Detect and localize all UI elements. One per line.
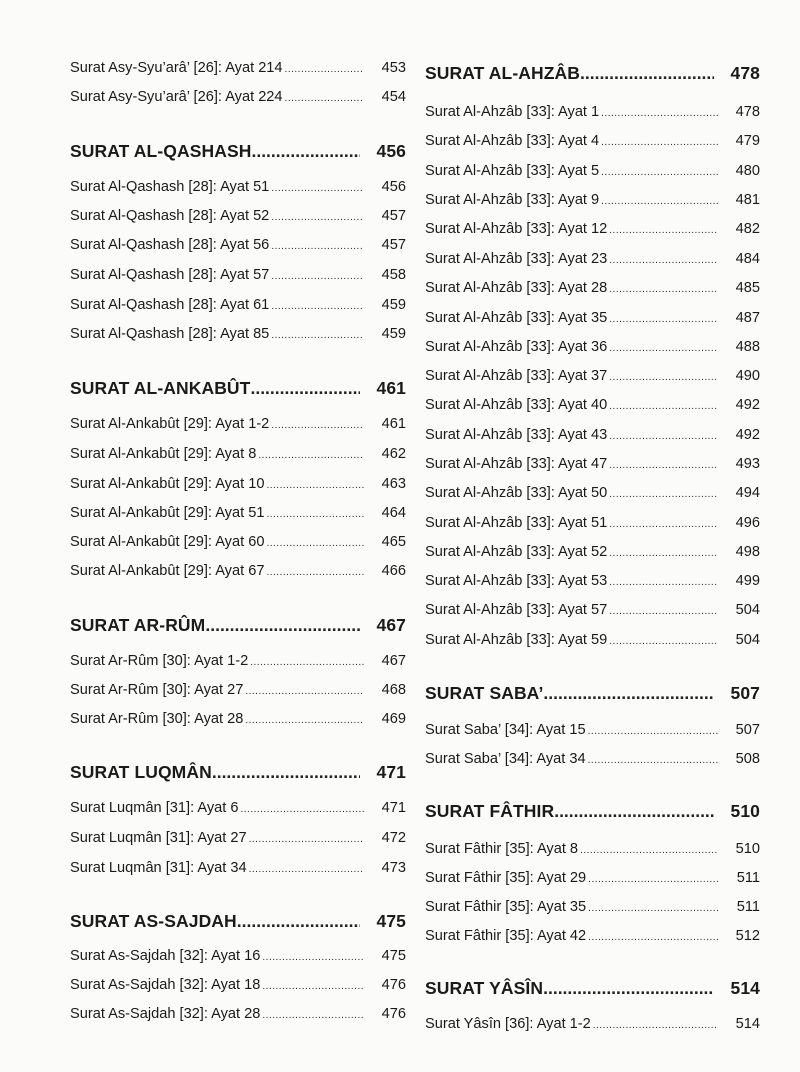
entry-title: Surat Ar-Rûm [30]: Ayat 1-2: [70, 653, 249, 669]
section-title: SURAT AL-ANKABÛT: [70, 378, 251, 398]
entry-page-number: 471: [381, 800, 406, 816]
entry-title: Surat Al-Ahzâb [33]: Ayat 28: [425, 280, 608, 296]
entry-page-number: 493: [735, 456, 760, 472]
entry-title: Surat Al-Ahzâb [33]: Ayat 9: [425, 192, 600, 208]
toc-entry: [70, 297, 406, 313]
dot-leader: [250, 378, 360, 399]
toc-entry: [70, 267, 406, 283]
toc-entry: [425, 221, 760, 237]
entry-title: Surat Ar-Rûm [30]: Ayat 28: [70, 711, 244, 727]
dot-leader: [271, 301, 364, 312]
entry-page-number: 511: [736, 870, 760, 886]
entry-page-number: 504: [735, 632, 760, 648]
toc-entry: [425, 899, 760, 915]
entry-title: Surat Al-Ahzâb [33]: Ayat 1: [425, 104, 600, 120]
toc-entry: [425, 368, 760, 384]
entry-title: Surat Asy-Syu’arâ’ [26]: Ayat 224: [70, 89, 283, 105]
dot-leader: [245, 715, 364, 726]
toc-entry: [425, 928, 760, 944]
entry-page-number: 492: [735, 427, 760, 443]
dot-leader: [609, 343, 718, 354]
dot-leader: [601, 137, 718, 148]
section-heading: [70, 911, 406, 932]
entry-title: Surat Al-Ahzâb [33]: Ayat 12: [425, 221, 608, 237]
dot-leader: [588, 755, 718, 766]
toc-entry: [70, 830, 406, 846]
entry-title: Surat Al-Qashash [28]: Ayat 51: [70, 179, 270, 195]
section-page-number: 461: [376, 378, 406, 398]
entry-title: Surat Al-Ahzâb [33]: Ayat 40: [425, 397, 608, 413]
entry-page-number: 504: [735, 602, 760, 618]
entry-title: Surat Al-Qashash [28]: Ayat 61: [70, 297, 270, 313]
dot-leader: [249, 864, 364, 875]
section-page-number: 475: [376, 911, 406, 931]
section-page-number: 456: [376, 141, 406, 161]
toc-entry: [70, 948, 406, 964]
dot-leader: [588, 726, 718, 737]
section-heading: [70, 141, 406, 162]
entry-title: Surat Fâthir [35]: Ayat 35: [425, 899, 587, 915]
entry-title: Surat Fâthir [35]: Ayat 29: [425, 870, 587, 886]
toc-entry: [425, 602, 760, 618]
dot-leader: [609, 314, 718, 325]
section-heading: [425, 683, 760, 704]
dot-leader: [601, 196, 718, 207]
entry-page-number: 473: [381, 860, 406, 876]
entry-title: Surat Al-Ankabût [29]: Ayat 1-2: [70, 416, 270, 432]
toc-entry: [425, 427, 760, 443]
entry-page-number: 480: [735, 163, 760, 179]
dot-leader: [266, 509, 364, 520]
entry-page-number: 492: [735, 397, 760, 413]
entry-page-number: 469: [381, 711, 406, 727]
toc-entry: [425, 544, 760, 560]
toc-entry: [70, 534, 406, 550]
entry-title: Surat Luqmân [31]: Ayat 27: [70, 830, 247, 846]
entry-title: Surat Al-Ahzâb [33]: Ayat 47: [425, 456, 608, 472]
entry-page-number: 482: [735, 221, 760, 237]
entry-page-number: 458: [381, 267, 406, 283]
section-heading: [70, 762, 406, 783]
toc-entry: [425, 251, 760, 267]
section-page-number: 510: [730, 801, 760, 821]
toc-entry: [70, 60, 406, 76]
entry-page-number: 494: [735, 485, 760, 501]
dot-leader: [249, 834, 364, 845]
entry-page-number: 496: [735, 515, 760, 531]
entry-title: Surat Al-Qashash [28]: Ayat 57: [70, 267, 270, 283]
dot-leader: [543, 683, 714, 704]
dot-leader: [258, 450, 364, 461]
toc-entry: [70, 977, 406, 993]
section-title: SURAT LUQMÂN: [70, 762, 212, 782]
dot-leader: [609, 519, 718, 530]
toc-entry: [425, 485, 760, 501]
section-heading: [70, 615, 406, 636]
toc-entry: [425, 310, 760, 326]
entry-title: Surat Al-Ankabût [29]: Ayat 51: [70, 505, 265, 521]
dot-leader: [601, 108, 718, 119]
toc-entry: [425, 1016, 760, 1032]
section-title: SURAT FÂTHIR: [425, 801, 555, 821]
toc-entry: [70, 179, 406, 195]
dot-leader: [212, 762, 360, 783]
entry-page-number: 457: [381, 237, 406, 253]
dot-leader: [262, 1010, 364, 1021]
section-heading: [70, 378, 406, 399]
entry-title: Surat Saba’ [34]: Ayat 34: [425, 751, 586, 767]
dot-leader: [609, 606, 718, 617]
entry-page-number: 484: [735, 251, 760, 267]
entry-page-number: 487: [735, 310, 760, 326]
entry-page-number: 475: [381, 948, 406, 964]
dot-leader: [580, 63, 714, 84]
dot-leader: [609, 372, 718, 383]
entry-title: Surat Al-Ahzâb [33]: Ayat 43: [425, 427, 608, 443]
entry-title: Surat Al-Qashash [28]: Ayat 56: [70, 237, 270, 253]
entry-title: Surat Al-Ahzâb [33]: Ayat 50: [425, 485, 608, 501]
dot-leader: [609, 284, 718, 295]
entry-title: Surat Al-Qashash [28]: Ayat 85: [70, 326, 270, 342]
entry-page-number: 499: [735, 573, 760, 589]
entry-page-number: 511: [736, 899, 760, 915]
dot-leader: [588, 874, 718, 885]
entry-title: Surat Al-Ankabût [29]: Ayat 67: [70, 563, 265, 579]
toc-entry: [425, 841, 760, 857]
entry-title: Surat Asy-Syu’arâ’ [26]: Ayat 214: [70, 60, 283, 76]
entry-page-number: 476: [381, 977, 406, 993]
dot-leader: [543, 978, 714, 999]
toc-entry: [70, 711, 406, 727]
toc-entry: [425, 870, 760, 886]
section-title: SURAT AL-AHZÂB: [425, 63, 580, 83]
toc-entry: [70, 505, 406, 521]
toc-entry: [70, 800, 406, 816]
toc-entry: [70, 237, 406, 253]
toc-entry: [70, 563, 406, 579]
dot-leader: [245, 686, 364, 697]
dot-leader: [271, 183, 364, 194]
dot-leader: [271, 420, 364, 431]
dot-leader: [609, 577, 718, 588]
entry-page-number: 454: [381, 89, 406, 105]
entry-title: Surat As-Sajdah [32]: Ayat 28: [70, 1006, 261, 1022]
section-page-number: 507: [730, 683, 760, 703]
entry-page-number: 498: [735, 544, 760, 560]
dot-leader: [593, 1020, 718, 1031]
entry-page-number: 464: [381, 505, 406, 521]
toc-entry: [425, 397, 760, 413]
dot-leader: [588, 903, 718, 914]
dot-leader: [588, 932, 718, 943]
entry-page-number: 479: [735, 133, 760, 149]
dot-leader: [266, 538, 364, 549]
toc-entry: [425, 280, 760, 296]
dot-leader: [609, 255, 718, 266]
toc-entry: [425, 456, 760, 472]
entry-page-number: 472: [381, 830, 406, 846]
entry-page-number: 463: [381, 476, 406, 492]
entry-page-number: 514: [735, 1016, 760, 1032]
entry-page-number: 461: [381, 416, 406, 432]
toc-entry: [70, 860, 406, 876]
section-title: SURAT SABA’: [425, 683, 544, 703]
toc-entry: [70, 326, 406, 342]
toc-entry: [70, 446, 406, 462]
entry-title: Surat As-Sajdah [32]: Ayat 18: [70, 977, 261, 993]
dot-leader: [262, 981, 364, 992]
toc-entry: [425, 133, 760, 149]
toc-entry: [425, 515, 760, 531]
entry-title: Surat Al-Ahzâb [33]: Ayat 35: [425, 310, 608, 326]
section-title: SURAT AR-RÛM: [70, 615, 206, 635]
dot-leader: [250, 657, 364, 668]
entry-page-number: 462: [381, 446, 406, 462]
toc-entry: [425, 573, 760, 589]
section-page-number: 471: [376, 762, 406, 782]
dot-leader: [237, 911, 360, 932]
entry-title: Surat Al-Qashash [28]: Ayat 52: [70, 208, 270, 224]
entry-page-number: 456: [381, 179, 406, 195]
dot-leader: [554, 801, 714, 822]
entry-page-number: 459: [381, 326, 406, 342]
entry-page-number: 457: [381, 208, 406, 224]
entry-title: Surat Al-Ahzâb [33]: Ayat 36: [425, 339, 608, 355]
toc-entry: [425, 163, 760, 179]
toc-entry: [70, 208, 406, 224]
entry-page-number: 478: [735, 104, 760, 120]
entry-title: Surat Al-Ahzâb [33]: Ayat 52: [425, 544, 608, 560]
dot-leader: [271, 241, 364, 252]
section-page-number: 478: [730, 63, 760, 83]
dot-leader: [285, 64, 364, 75]
entry-title: Surat Fâthir [35]: Ayat 8: [425, 841, 579, 857]
dot-leader: [205, 615, 360, 636]
entry-title: Surat Al-Ahzâb [33]: Ayat 53: [425, 573, 608, 589]
toc-entry: [425, 192, 760, 208]
dot-leader: [609, 548, 718, 559]
dot-leader: [266, 480, 364, 491]
entry-page-number: 468: [381, 682, 406, 698]
entry-title: Surat Al-Ahzâb [33]: Ayat 37: [425, 368, 608, 384]
toc-entry: [70, 1006, 406, 1022]
toc-entry: [70, 653, 406, 669]
entry-title: Surat Al-Ahzâb [33]: Ayat 23: [425, 251, 608, 267]
section-title: SURAT YÂSÎN: [425, 978, 544, 998]
entry-page-number: 507: [735, 722, 760, 738]
toc-entry: [70, 682, 406, 698]
toc-entry: [425, 632, 760, 648]
section-heading: [425, 978, 760, 999]
entry-title: Surat Al-Ahzâb [33]: Ayat 4: [425, 133, 600, 149]
section-heading: [425, 801, 760, 822]
dot-leader: [601, 167, 718, 178]
entry-page-number: 490: [735, 368, 760, 384]
dot-leader: [285, 93, 364, 104]
entry-page-number: 467: [381, 653, 406, 669]
entry-page-number: 488: [735, 339, 760, 355]
entry-title: Surat Luqmân [31]: Ayat 6: [70, 800, 239, 816]
entry-page-number: 459: [381, 297, 406, 313]
entry-page-number: 508: [735, 751, 760, 767]
entry-title: Surat Saba’ [34]: Ayat 15: [425, 722, 586, 738]
toc-entry: [70, 416, 406, 432]
entry-title: Surat Fâthir [35]: Ayat 42: [425, 928, 587, 944]
section-page-number: 514: [730, 978, 760, 998]
dot-leader: [609, 431, 718, 442]
dot-leader: [266, 567, 364, 578]
dot-leader: [271, 330, 364, 341]
entry-page-number: 512: [735, 928, 760, 944]
dot-leader: [609, 225, 718, 236]
entry-title: Surat Yâsîn [36]: Ayat 1-2: [425, 1016, 591, 1032]
toc-entry: [70, 476, 406, 492]
entry-title: Surat Al-Ankabût [29]: Ayat 60: [70, 534, 265, 550]
toc-entry: [425, 104, 760, 120]
dot-leader: [271, 212, 364, 223]
dot-leader: [262, 952, 364, 963]
entry-title: Surat Al-Ankabût [29]: Ayat 8: [70, 446, 257, 462]
dot-leader: [609, 460, 718, 471]
entry-page-number: 453: [381, 60, 406, 76]
dot-leader: [580, 845, 718, 856]
section-title: SURAT AS-SAJDAH: [70, 911, 237, 931]
entry-title: Surat Al-Ahzâb [33]: Ayat 59: [425, 632, 608, 648]
toc-entry: [425, 339, 760, 355]
entry-title: Surat Al-Ankabût [29]: Ayat 10: [70, 476, 265, 492]
entry-page-number: 466: [381, 563, 406, 579]
section-heading: [425, 63, 760, 84]
toc-entry: [425, 751, 760, 767]
entry-title: Surat Ar-Rûm [30]: Ayat 27: [70, 682, 244, 698]
entry-page-number: 476: [381, 1006, 406, 1022]
section-title: SURAT AL-QASHASH: [70, 141, 252, 161]
entry-title: Surat Al-Ahzâb [33]: Ayat 57: [425, 602, 608, 618]
entry-page-number: 510: [735, 841, 760, 857]
section-page-number: 467: [376, 615, 406, 635]
dot-leader: [609, 636, 718, 647]
dot-leader: [609, 489, 718, 500]
dot-leader: [251, 141, 360, 162]
dot-leader: [271, 271, 364, 282]
entry-title: Surat As-Sajdah [32]: Ayat 16: [70, 948, 261, 964]
dot-leader: [609, 401, 718, 412]
entry-title: Surat Luqmân [31]: Ayat 34: [70, 860, 247, 876]
dot-leader: [240, 804, 364, 815]
entry-title: Surat Al-Ahzâb [33]: Ayat 5: [425, 163, 600, 179]
entry-page-number: 485: [735, 280, 760, 296]
entry-title: Surat Al-Ahzâb [33]: Ayat 51: [425, 515, 608, 531]
entry-page-number: 481: [735, 192, 760, 208]
toc-entry: [425, 722, 760, 738]
entry-page-number: 465: [381, 534, 406, 550]
toc-entry: [70, 89, 406, 105]
